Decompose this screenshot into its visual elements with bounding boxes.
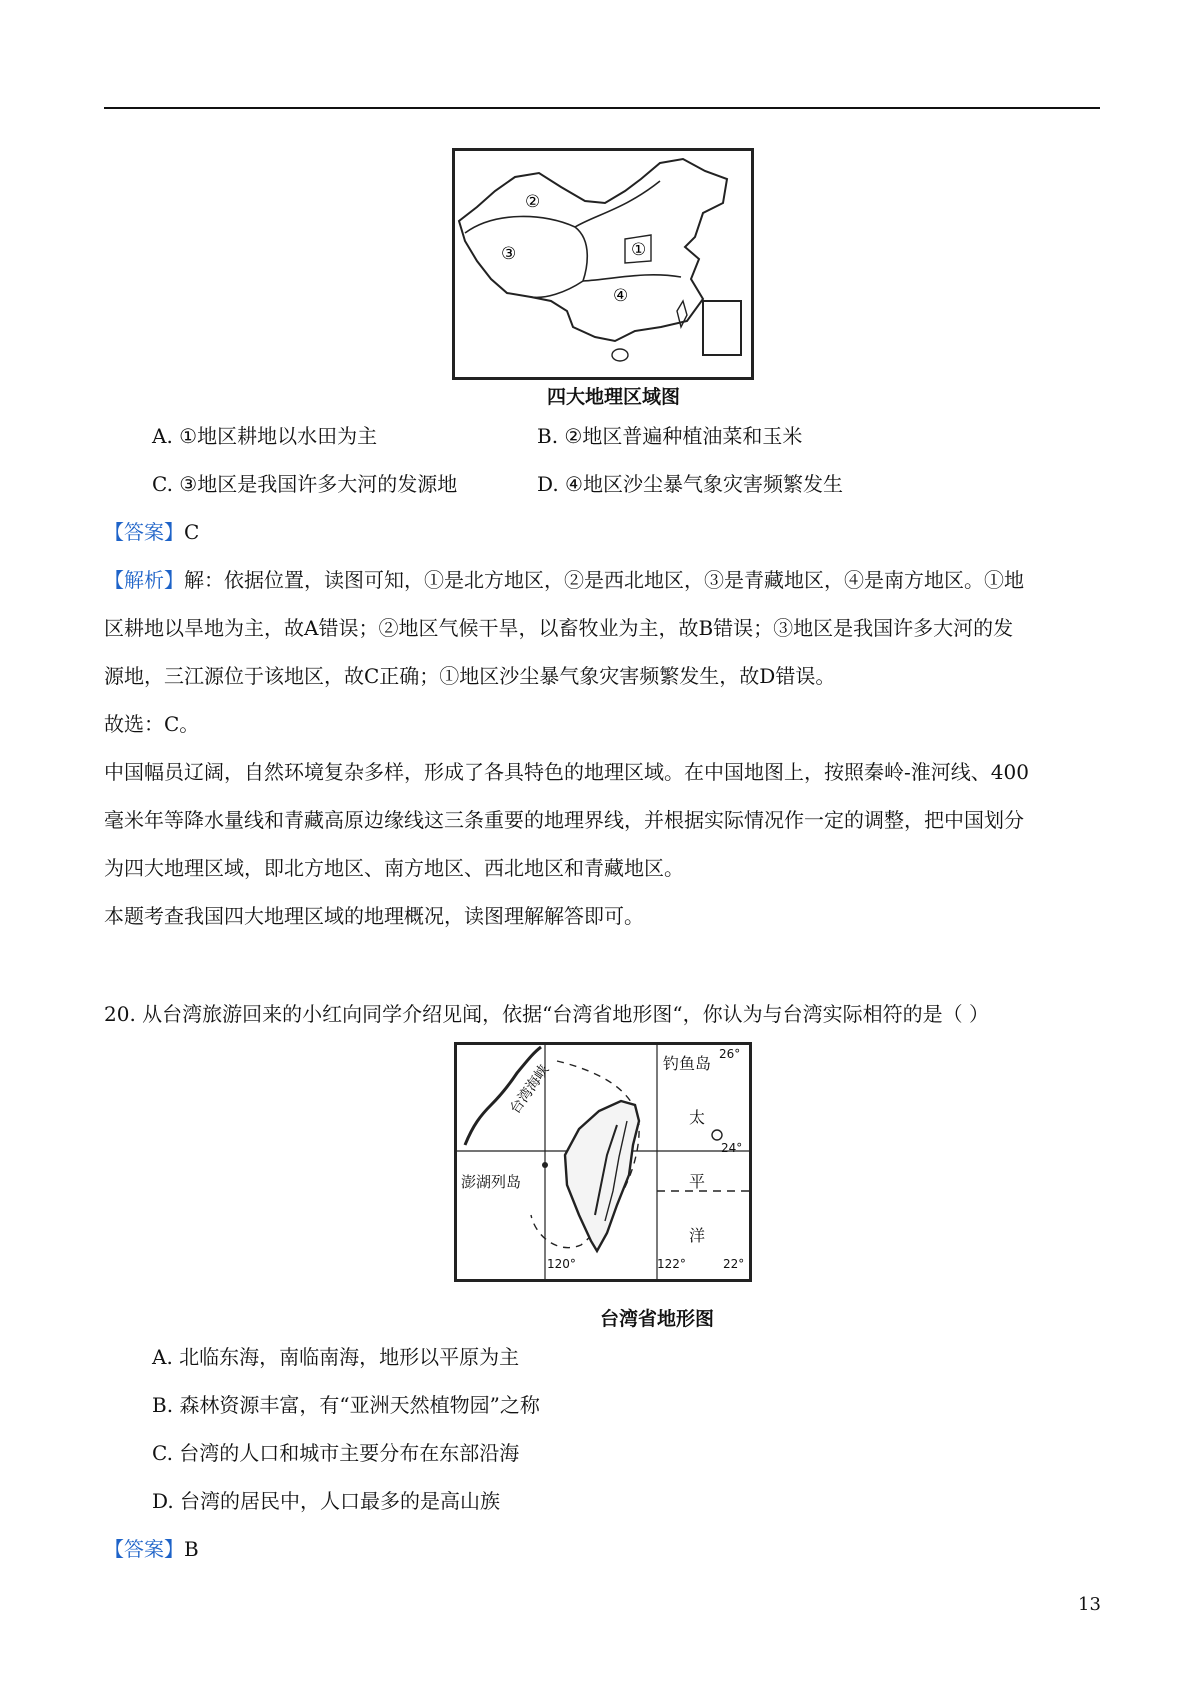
q19-analysis-line-3: 源地，三江源位于该地区，故C正确；①地区沙尘暴气象灾害频繁发生，故D错误。 <box>104 664 836 688</box>
q19-note-1: 中国幅员辽阔，自然环境复杂多样，形成了各具特色的地理区域。在中国地图上，按照秦岭-淮河线、400 <box>104 760 1029 784</box>
q19-option-d: D. ④地区沙尘暴气象灾害频繁发生 <box>537 472 843 496</box>
label-lon120: 120° <box>547 1257 576 1271</box>
south-sea-inset <box>703 301 741 355</box>
q20-option-c: C. 台湾的人口和城市主要分布在东部沿海 <box>152 1441 520 1465</box>
label-ping: 平 <box>689 1172 706 1191</box>
q20-option-b: B. 森林资源丰富，有“亚洲天然植物园”之称 <box>152 1393 540 1417</box>
label-lon122: 122° <box>657 1257 686 1271</box>
q20-stem: 20. 从台湾旅游回来的小红向同学介绍见闻，依据“台湾省地形图“，你认为与台湾实际相符的是（ ） <box>104 1002 989 1026</box>
analysis-tag: 【解析】 <box>104 568 184 592</box>
q20-option-a: A. 北临东海，南临南海，地形以平原为主 <box>152 1345 520 1369</box>
answer-value: C <box>184 520 200 544</box>
region-mark-4: ④ <box>613 286 629 306</box>
q19-analysis-line-1 <box>104 567 1024 593</box>
q19-note-2: 毫米年等降水量线和青藏高原边缘线这三条重要的地理界线，并根据实际情况作一定的调整，把中国划分 <box>104 808 1024 832</box>
page-number: 13 <box>1078 1594 1101 1615</box>
answer-tag: 【答案】 <box>104 1537 184 1561</box>
region-mark-2: ② <box>525 192 541 212</box>
label-lat26: 26° <box>719 1047 741 1061</box>
map1-caption: 四大地理区域图 <box>547 386 681 408</box>
q19-choice: 故选：C。 <box>104 712 200 736</box>
region-mark-3: ③ <box>501 244 517 264</box>
label-tai: 太 <box>689 1108 706 1127</box>
q20-option-d: D. 台湾的居民中，人口最多的是高山族 <box>152 1489 501 1513</box>
answer-tag: 【答案】 <box>104 520 184 544</box>
taiwan-map <box>454 1042 752 1282</box>
hainan-island <box>612 349 628 361</box>
region-boundary-northwest <box>575 181 660 227</box>
china-regions-map <box>452 148 754 380</box>
region-boundary-north-south <box>583 275 681 281</box>
map2-caption: 台湾省地形图 <box>600 1308 715 1330</box>
label-lat22: 22° <box>723 1257 745 1271</box>
region-mark-1: ① <box>631 240 647 260</box>
label-diaoyu: 钓鱼岛 <box>663 1054 712 1073</box>
q19-answer <box>104 519 199 545</box>
q20-answer <box>104 1536 199 1562</box>
label-strait: 台湾海峡 <box>507 1062 553 1118</box>
q19-note-3: 为四大地理区域，即北方地区、南方地区、西北地区和青藏地区。 <box>104 856 684 880</box>
q19-option-b: B. ②地区普遍种植油菜和玉米 <box>537 424 803 448</box>
analysis-text: 解：依据位置，读图可知，①是北方地区，②是西北地区，③是青藏地区，④是南方地区。①地 <box>184 568 1024 592</box>
q19-option-c: C. ③地区是我国许多大河的发源地 <box>152 472 458 496</box>
q19-note-4: 本题考查我国四大地理区域的地理概况，读图理解解答即可。 <box>104 904 644 928</box>
label-lat24: 24° <box>721 1141 743 1155</box>
q19-analysis-line-2: 区耕地以旱地为主，故A错误；②地区气候干旱，以畜牧业为主，故B错误；③地区是我国许多大河的发 <box>104 616 1014 640</box>
q19-option-a: A. ①地区耕地以水田为主 <box>152 424 378 448</box>
header-rule <box>104 107 1100 109</box>
label-yang: 洋 <box>689 1226 706 1245</box>
region-boundary-tibet <box>465 216 587 297</box>
label-penghu: 澎湖列岛 <box>461 1173 522 1191</box>
penghu-island <box>542 1162 548 1168</box>
answer-value: B <box>184 1537 199 1561</box>
